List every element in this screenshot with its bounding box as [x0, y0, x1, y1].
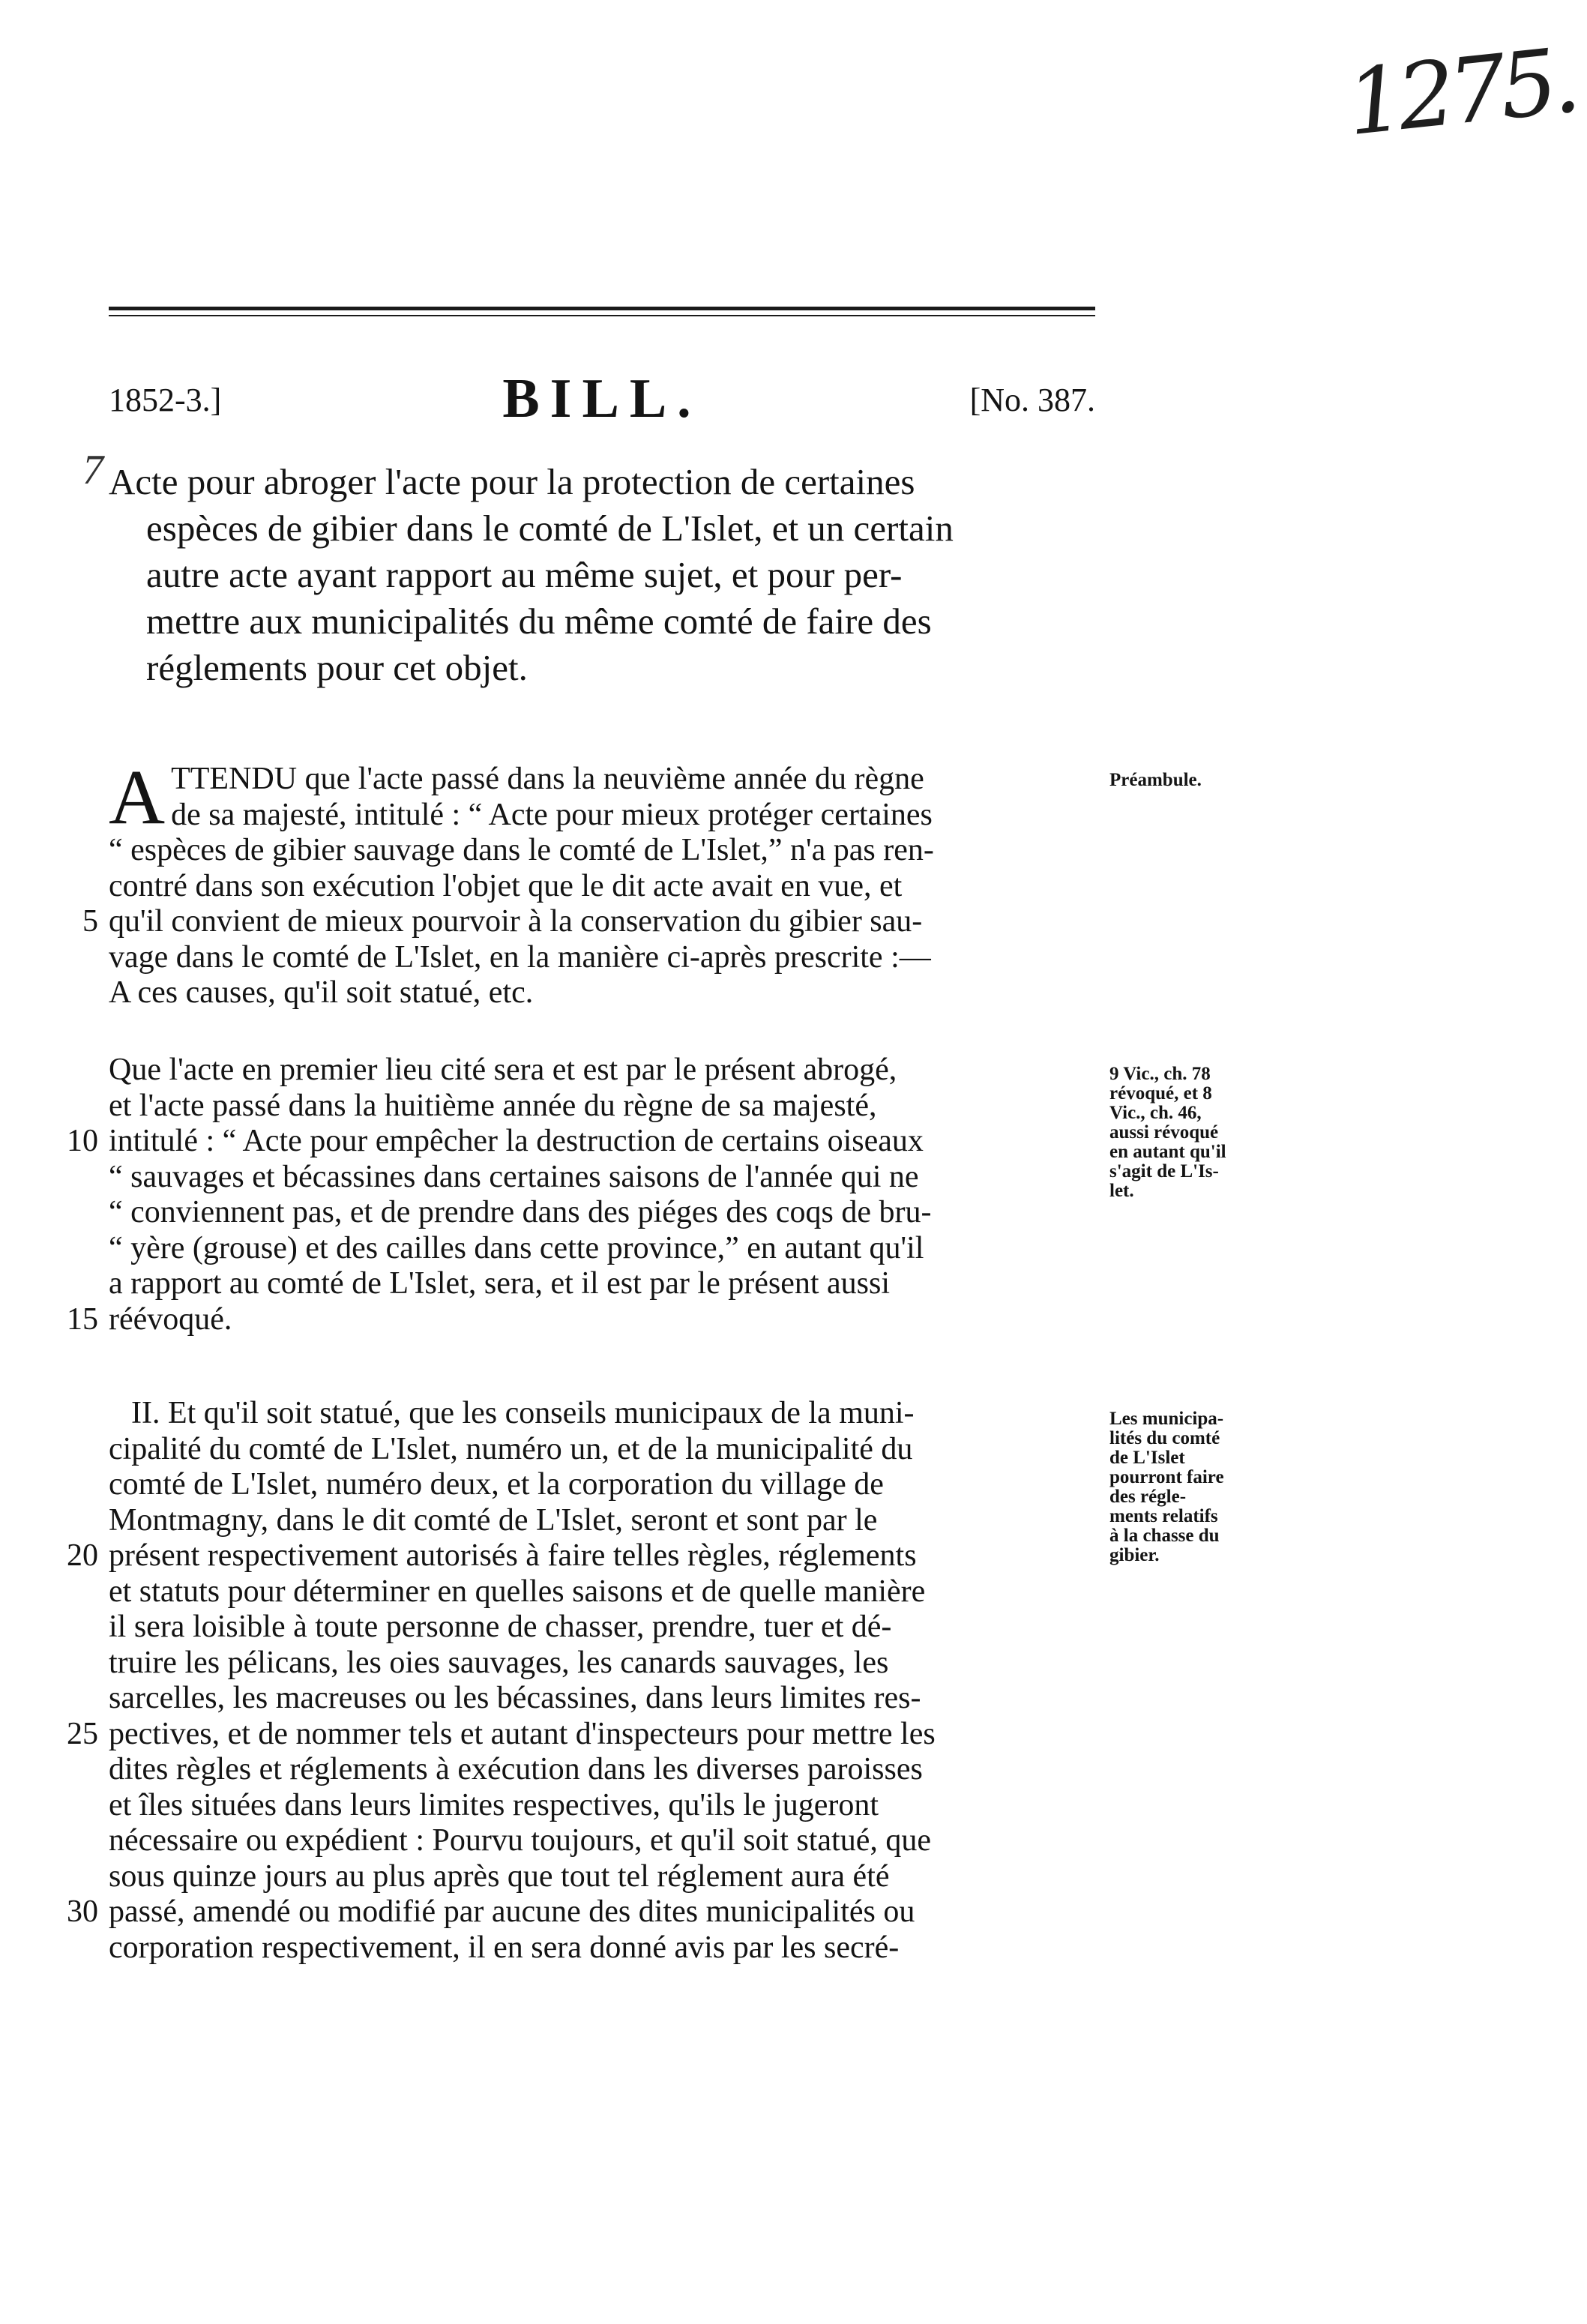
- drop-cap: A: [109, 754, 166, 840]
- text-line: [109, 1432, 1106, 1468]
- line-text: qu'il convient de mieux pourvoir à la conservation du gibier sau-: [109, 904, 923, 939]
- text-line: [109, 1574, 1106, 1610]
- text-line: [109, 1160, 1106, 1196]
- line-number: 20: [67, 1538, 98, 1573]
- line-text: réévoqué.: [109, 1301, 232, 1337]
- line-text: Montmagny, dans le dit comté de L'Islet, seront et sont par le: [109, 1502, 878, 1538]
- line-text: nécessaire ou expédient : Pourvu toujours, et qu'il soit statué, que: [109, 1823, 932, 1858]
- line-text: et statuts pour déterminer en quelles saisons et de quelle manière: [109, 1574, 926, 1609]
- marginal-note-line: de L'Islet: [1109, 1448, 1185, 1468]
- line-text: TTENDU que l'acte passé dans la neuvième année du règne: [171, 762, 924, 796]
- line-text: “ yère (grouse) et des cailles dans cette province,” en autant qu'il: [109, 1230, 924, 1265]
- marginal-note-line: à la chasse du: [1109, 1526, 1220, 1546]
- text-line: [109, 1503, 1106, 1539]
- line-text: II. Et qu'il soit statué, que les conseils municipaux de la muni-: [131, 1396, 915, 1430]
- line-text: A ces causes, qu'il soit statué, etc.: [109, 975, 534, 1010]
- header-rule-thin: [109, 315, 1095, 316]
- text-line: [109, 798, 1106, 834]
- marginal-note-line: let.: [1109, 1181, 1134, 1201]
- line-text: comté de L'Islet, numéro deux, et la corporation du village de: [109, 1467, 884, 1502]
- line-text: et l'acte passé dans la huitième année du règne de sa majesté,: [109, 1088, 877, 1123]
- line-text: intitulé : “ Acte pour empêcher la destruction de certains oiseaux: [109, 1124, 924, 1158]
- line-text: vage dans le comté de L'Islet, en la manière ci-après prescrite :—: [109, 939, 931, 975]
- marginal-note-line: Préambule.: [1109, 770, 1202, 790]
- line-number: 10: [67, 1124, 98, 1158]
- text-line: [109, 1231, 1106, 1267]
- marginal-note-preamble: [1109, 771, 1274, 790]
- marginal-note-line: aussi révoqué: [1109, 1122, 1219, 1143]
- marginal-note-line: Vic., ch. 46,: [1109, 1103, 1202, 1123]
- text-line: [67, 1716, 1106, 1753]
- line-text: Que l'acte en premier lieu cité sera et est par le présent abrogé,: [109, 1053, 897, 1087]
- text-line: [109, 1930, 1106, 1966]
- marginal-note-line: gibier.: [1109, 1545, 1160, 1565]
- margin-mark: 7: [82, 447, 103, 493]
- marginal-note-line: Les municipa-: [1109, 1409, 1224, 1429]
- text-line: [109, 1752, 1106, 1788]
- bill-long-title: [109, 459, 1106, 691]
- text-line: [109, 1195, 1106, 1231]
- title-line: autre acte ayant rapport au même sujet, et pour per-: [146, 554, 903, 595]
- line-text: sarcelles, les macreuses ou les bécassines, dans leurs limites res-: [109, 1681, 921, 1715]
- marginal-note-line: pourront faire: [1109, 1467, 1224, 1487]
- line-number: 25: [67, 1716, 98, 1751]
- text-line: [109, 1610, 1106, 1646]
- text-line: [67, 1301, 1106, 1338]
- text-line: [109, 1646, 1106, 1682]
- line-text: “ sauvages et bécassines dans certaines saisons de l'année qui ne: [109, 1159, 919, 1194]
- text-line: [109, 1396, 1106, 1432]
- title-line: mettre aux municipalités du même comté de faire des: [146, 600, 932, 642]
- bill-title: BILL.: [502, 368, 702, 430]
- line-text: corporation respectivement, il en sera donné avis par les secré-: [109, 1930, 900, 1965]
- marginal-note-line: s'agit de L'Is-: [1109, 1161, 1219, 1181]
- line-text: présent respectivement autorisés à faire telles règles, réglements: [109, 1538, 917, 1573]
- marginal-note-municipalities: [1109, 1409, 1274, 1565]
- marginal-note-line: 9 Vic., ch. 78: [1109, 1064, 1211, 1084]
- marginal-note-line: révoqué, et 8: [1109, 1083, 1212, 1104]
- title-line: espèces de gibier dans le comté de L'Islet, et un certain: [146, 508, 954, 549]
- title-line: réglements pour cet objet.: [146, 647, 528, 688]
- marginal-note-line: des régle-: [1109, 1487, 1187, 1507]
- marginal-note-line: ments relatifs: [1109, 1506, 1218, 1526]
- text-line: [109, 1053, 1106, 1089]
- bill-header: [109, 367, 1095, 430]
- preamble-paragraph: [82, 754, 1106, 1011]
- text-line: [82, 904, 1106, 940]
- marginal-note-repeal: [1109, 1065, 1274, 1201]
- text-line: [109, 833, 1106, 869]
- line-text: passé, amendé ou modifié par aucune des dites municipalités ou: [109, 1894, 915, 1929]
- line-text: et îles situées dans leurs limites respectives, qu'ils le jugeront: [109, 1787, 879, 1822]
- line-text: de sa majesté, intitulé : “ Acte pour mieux protéger certaines: [171, 797, 933, 832]
- line-text: dites règles et réglements à exécution dans les diverses paroisses: [109, 1752, 923, 1786]
- line-text: sous quinze jours au plus après que tout tel réglement aura été: [109, 1858, 890, 1894]
- header-rule-thick: [109, 307, 1095, 310]
- text-line: [109, 1859, 1106, 1895]
- section-two-paragraph: [67, 1396, 1106, 1966]
- section-one-paragraph: [67, 1053, 1106, 1337]
- text-line: [109, 1089, 1106, 1125]
- session-year: 1852-3.]: [109, 382, 222, 418]
- line-text: a rapport au comté de L'Islet, sera, et il est par le présent aussi: [109, 1266, 891, 1301]
- text-line: [109, 1788, 1106, 1824]
- line-text: “ espèces de gibier sauvage dans le comté de L'Islet,” n'a pas ren-: [109, 833, 934, 867]
- line-text: cipalité du comté de L'Islet, numéro un, et de la municipalité du: [109, 1431, 913, 1466]
- text-line: [67, 1124, 1106, 1160]
- text-line: [109, 1467, 1106, 1503]
- text-line: [109, 1681, 1106, 1717]
- line-number: 15: [67, 1301, 98, 1337]
- text-line: [109, 762, 1106, 798]
- text-line: [109, 940, 1106, 976]
- marginal-note-line: en autant qu'il: [1109, 1142, 1226, 1162]
- text-line: [109, 1823, 1106, 1859]
- bill-number: [No. 387.: [969, 382, 1095, 418]
- marginal-note-line: lités du comté: [1109, 1428, 1220, 1448]
- text-line: [67, 1538, 1106, 1574]
- text-line: [109, 869, 1106, 905]
- text-line: [67, 1894, 1106, 1930]
- line-text: il sera loisible à toute personne de chasser, prendre, tuer et dé-: [109, 1610, 892, 1644]
- handwritten-page-number: 1275.: [1342, 28, 1580, 157]
- text-line: [109, 1266, 1106, 1302]
- line-text: pectives, et de nommer tels et autant d'inspecteurs pour mettre les: [109, 1716, 936, 1751]
- line-number: 30: [67, 1894, 98, 1929]
- text-line: [109, 975, 1106, 1011]
- line-text: “ conviennent pas, et de prendre dans des piéges des coqs de bru-: [109, 1195, 932, 1229]
- line-number: 5: [82, 904, 98, 939]
- line-text: contré dans son exécution l'objet que le dit acte avait en vue, et: [109, 868, 903, 903]
- title-line: Acte pour abroger l'acte pour la protection de certaines: [109, 461, 915, 502]
- line-text: truire les pélicans, les oies sauvages, les canards sauvages, les: [109, 1645, 889, 1680]
